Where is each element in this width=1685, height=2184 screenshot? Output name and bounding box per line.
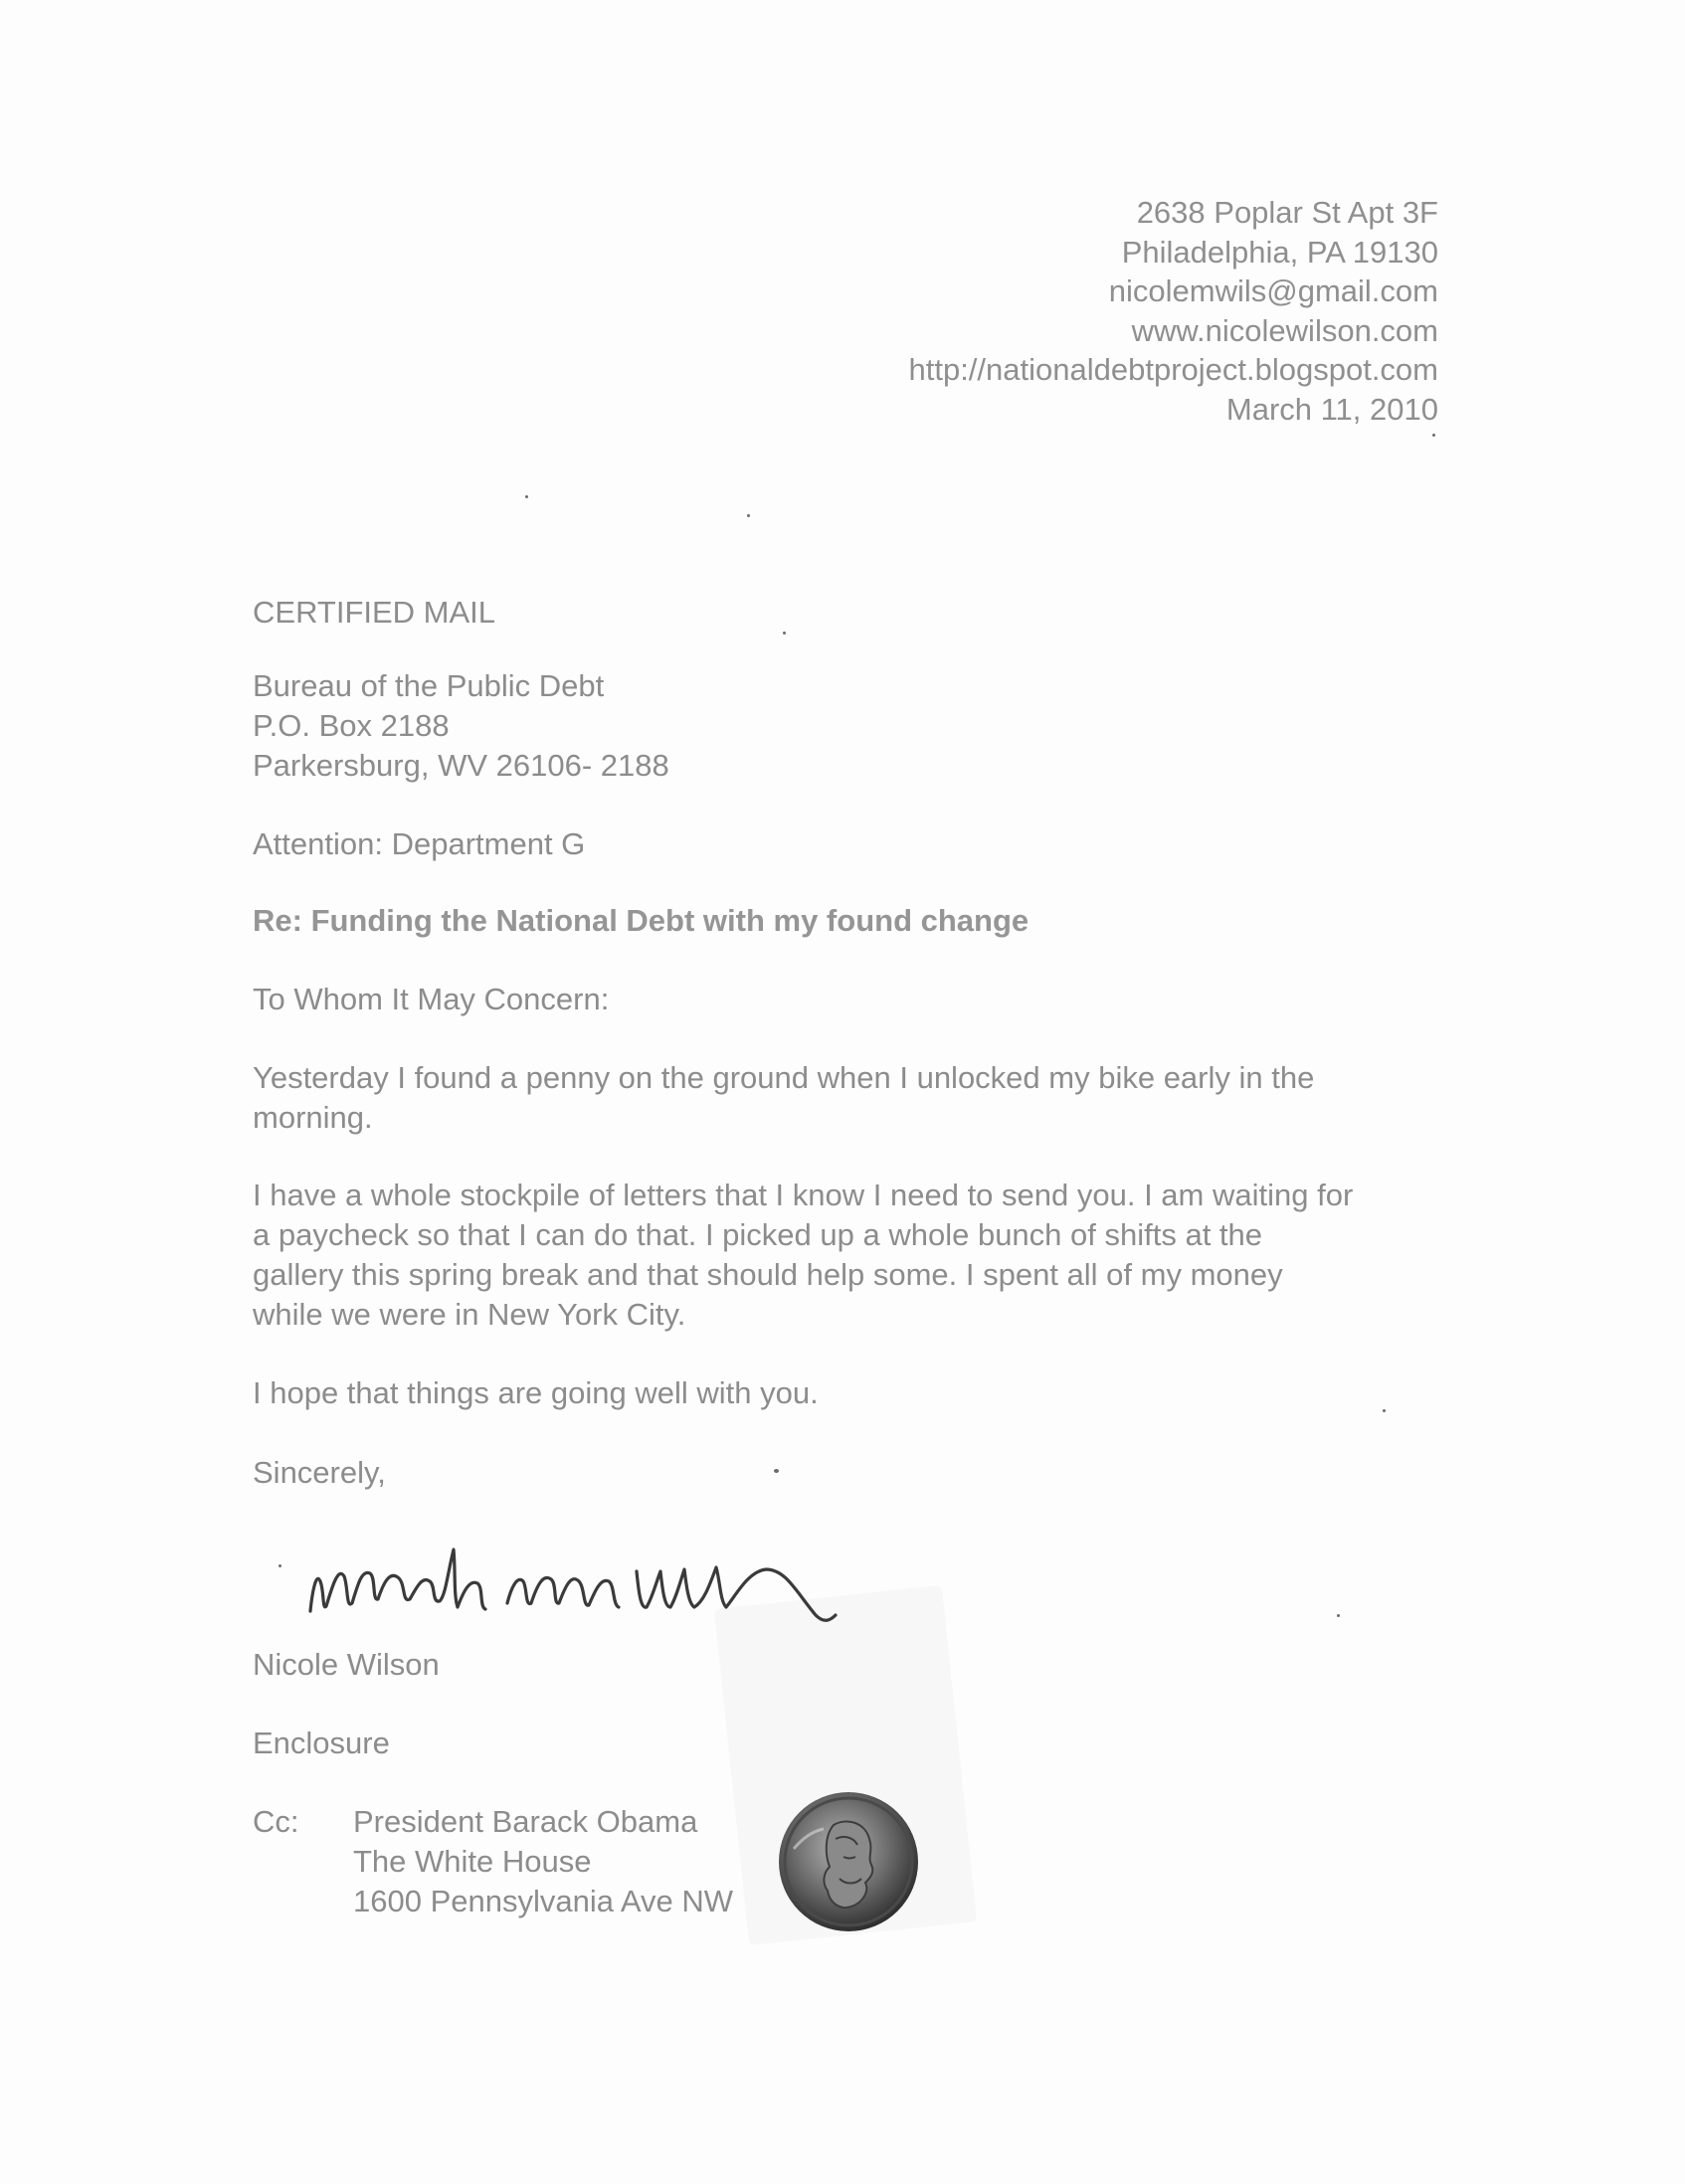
sender-city-state-zip: Philadelphia, PA 19130 [1121, 234, 1438, 270]
sender-blog-url: http://nationaldebtproject.blogspot.com [908, 352, 1438, 387]
paragraph-1-line-2: morning. [253, 1100, 373, 1135]
scan-speck [1432, 434, 1435, 437]
scan-speck [1337, 1614, 1340, 1617]
salutation: To Whom It May Concern: [253, 982, 610, 1016]
scan-speck [525, 495, 528, 498]
paragraph-2-line-1: I have a whole stockpile of letters that I know I need to send you. I am waiting for [253, 1178, 1354, 1212]
signer-name: Nicole Wilson [253, 1647, 440, 1682]
paragraph-2-line-4: while we were in New York City. [253, 1297, 686, 1332]
attention-line: Attention: Department G [253, 826, 586, 861]
recipient-name: Bureau of the Public Debt [253, 668, 605, 703]
penny-coin-image [774, 1787, 923, 1936]
subject-line: Re: Funding the National Debt with my found change [253, 903, 1030, 938]
scan-speck [747, 514, 750, 517]
cc-line-3: 1600 Pennsylvania Ave NW [353, 1884, 733, 1918]
cc-line-2: The White House [353, 1844, 592, 1879]
recipient-city-state-zip: Parkersburg, WV 26106- 2188 [253, 748, 669, 783]
scan-speck [279, 1564, 281, 1567]
paragraph-1-line-1: Yesterday I found a penny on the ground when I unlocked my bike early in the [253, 1060, 1315, 1095]
cc-recipient-block [353, 1802, 733, 1921]
paragraph-2 [253, 1176, 1446, 1335]
handwritten-signature [298, 1512, 955, 1661]
mail-type: CERTIFIED MAIL [253, 595, 496, 630]
paragraph-2-line-2: a paycheck so that I can do that. I picked up a whole bunch of shifts at the [253, 1217, 1263, 1252]
scan-speck [1383, 1409, 1386, 1412]
cc-label: Cc: [253, 1804, 299, 1839]
cc-line-1: President Barack Obama [353, 1804, 698, 1839]
paragraph-1 [253, 1058, 1446, 1138]
sender-website: www.nicolewilson.com [1131, 312, 1438, 348]
paragraph-2-line-3: gallery this spring break and that should help some. I spent all of my money [253, 1257, 1283, 1292]
sender-address-block [908, 193, 1438, 429]
paragraph-3: I hope that things are going well with you. [253, 1375, 819, 1410]
scan-speck [774, 1469, 779, 1473]
recipient-po-box: P.O. Box 2188 [253, 708, 450, 743]
sender-street: 2638 Poplar St Apt 3F [1136, 195, 1438, 230]
recipient-address-block [253, 666, 1446, 786]
letter-date: March 11, 2010 [1225, 391, 1438, 427]
sender-email: nicolemwils@gmail.com [1108, 273, 1438, 308]
closing: Sincerely, [253, 1455, 386, 1490]
enclosure-notation: Enclosure [253, 1726, 390, 1760]
scan-speck [783, 632, 786, 635]
